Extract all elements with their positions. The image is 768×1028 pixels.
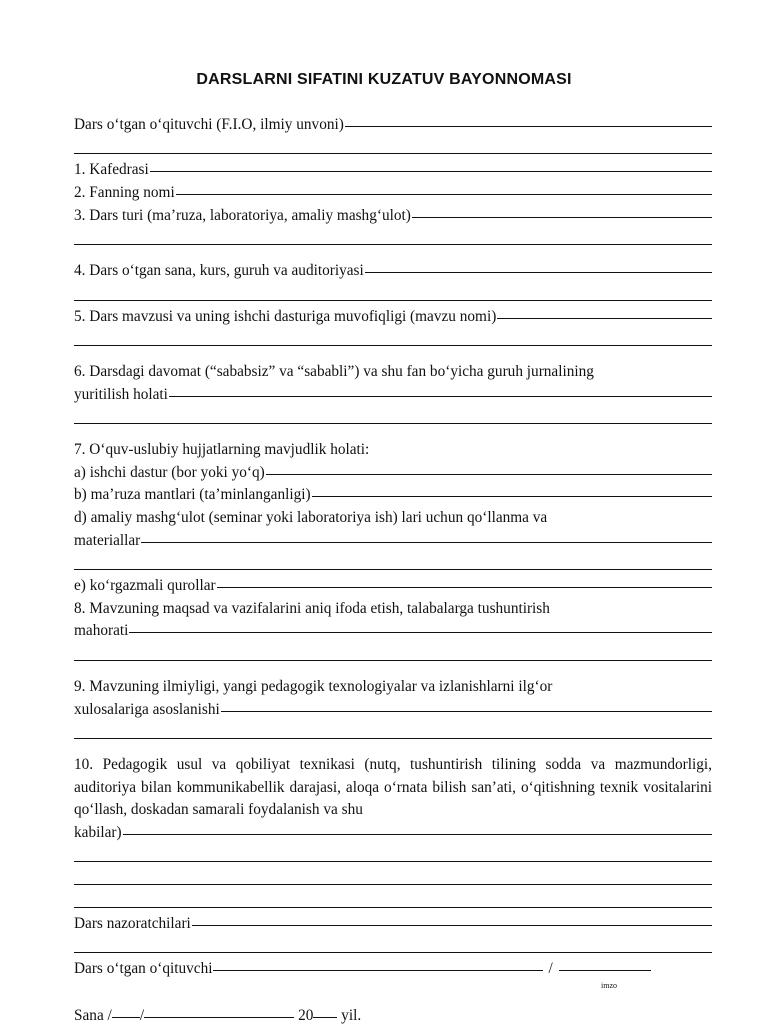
docs-heading-text: 7. O‘quv-uslubiy hujjatlarning mavjudlik holati: [74, 440, 370, 458]
materials-field[interactable] [74, 530, 712, 553]
date-course-label: 4. Dars o‘tgan sana, kurs, guruh va auditoriyasi [74, 262, 364, 280]
teacher-sign-label: Dars o‘tgan o‘qituvchi [74, 960, 213, 978]
fill-line[interactable] [176, 194, 712, 195]
month-field[interactable] [144, 1017, 294, 1018]
date-prefix: Sana / [74, 1006, 112, 1024]
blank-line[interactable] [74, 328, 712, 351]
form-body [74, 114, 712, 1028]
fill-line[interactable] [141, 542, 712, 543]
pedagogy-text: 10. Pedagogik usul va qobiliyat texnikasi (nutq, tushuntirish tilining sodda va mazmundorligi, auditoriya bilan kommunikabellik darajasi, aloqa o‘rnata bilish san’ati, o‘qitishning texnik vositalarini qo‘llash, doskadan samarali foydalanish va shu [74, 755, 712, 819]
signature-caption: imzo [601, 980, 617, 990]
blank-line[interactable] [74, 552, 712, 575]
date-slash: / [139, 1006, 145, 1024]
day-field[interactable] [112, 1017, 140, 1018]
scientific-text: 9. Mavzuning ilmiyligi, yangi pedagogik texnologiyalar va izlanishlarni ilg‘or [74, 677, 553, 695]
fill-line[interactable] [150, 171, 712, 172]
separator-slash: / [548, 960, 553, 978]
pedagogy-field[interactable] [74, 822, 712, 845]
year-suffix: yil. [337, 1006, 362, 1024]
fill-line[interactable] [169, 396, 712, 397]
teacher-name-line[interactable] [213, 970, 543, 971]
blank-line[interactable] [74, 283, 712, 306]
year-field[interactable] [313, 1017, 337, 1018]
signature-line[interactable] [559, 970, 651, 971]
conclusions-field[interactable] [74, 699, 712, 722]
fill-line[interactable] [192, 925, 712, 926]
form-title: DARSLARNI SIFATINI KUZATUV BAYONNOMASI [196, 71, 572, 88]
fill-line[interactable] [312, 496, 712, 497]
fill-line[interactable] [345, 126, 712, 127]
year-prefix: 20 [298, 1006, 314, 1024]
controllers-field[interactable] [74, 913, 712, 936]
fill-line[interactable] [217, 587, 712, 588]
fill-line[interactable] [412, 217, 712, 218]
department-label: 1. Kafedrasi [74, 161, 149, 179]
attendance-field[interactable] [74, 384, 712, 407]
fill-line[interactable] [123, 834, 712, 835]
skill-field[interactable] [74, 620, 712, 643]
conclusions-label: xulosalariga asoslanishi [74, 700, 220, 718]
blank-line[interactable] [74, 890, 712, 913]
blank-line[interactable] [74, 227, 712, 250]
blank-line[interactable] [74, 935, 712, 958]
controllers-label: Dars nazoratchilari [74, 914, 191, 932]
practical-text: d) amaliy mashg‘ulot (seminar yoki laboratoriya ish) lari uchun qo‘llanma va [74, 509, 548, 526]
teacher-field[interactable] [74, 114, 712, 137]
subject-label: 2. Fanning nomi [74, 184, 175, 202]
goals-text: 8. Mavzuning maqsad va vazifalarini aniq ifoda etish, talabalarga tushuntirish [74, 599, 550, 617]
blank-line[interactable] [74, 721, 712, 744]
topic-label: 5. Dars mavzusi va uning ishchi dasturiga muvofiqligi (mavzu nomi) [74, 307, 497, 325]
topic-field[interactable] [74, 306, 712, 329]
fill-line[interactable] [266, 474, 712, 475]
fill-line[interactable] [365, 272, 712, 273]
attendance-text: 6. Darsdagi davomat (“sababsiz” va “sababli”) va shu fan bo‘yicha guruh jurnalining [74, 362, 594, 380]
lecture-notes-label: b) ma’ruza mantlari (ta’minlanganligi) [74, 486, 311, 504]
visual-aids-label: e) ko‘rgazmali qurollar [74, 577, 216, 595]
materials-label: materiallar [74, 531, 141, 549]
blank-line[interactable] [74, 643, 712, 666]
skill-label: mahorati [74, 622, 129, 640]
blank-line[interactable] [74, 867, 712, 890]
work-program-field[interactable] [74, 462, 712, 485]
attendance-label: yuritilish holati [74, 385, 168, 403]
lesson-type-field[interactable] [74, 205, 712, 228]
pedagogy-label: kabilar) [74, 823, 122, 841]
blank-line[interactable] [74, 406, 712, 429]
date-course-field[interactable] [74, 260, 712, 283]
lecture-notes-field[interactable] [74, 484, 712, 507]
teacher-label: Dars o‘tgan o‘qituvchi (F.I.O, ilmiy unvoni) [74, 116, 344, 133]
subject-field[interactable] [74, 182, 712, 205]
work-program-label: a) ishchi dastur (bor yoki yo‘q) [74, 463, 265, 481]
visual-aids-field[interactable] [74, 575, 712, 598]
fill-line[interactable] [221, 711, 712, 712]
date-row [74, 1005, 712, 1028]
docs-heading [74, 439, 712, 462]
blank-line[interactable] [74, 845, 712, 868]
blank-line[interactable] [74, 137, 712, 160]
fill-line[interactable] [497, 318, 712, 319]
fill-line[interactable] [129, 632, 712, 633]
department-field[interactable] [74, 159, 712, 182]
lesson-type-label: 3. Dars turi (ma’ruza, laboratoriya, amaliy mashg‘ulot) [74, 206, 411, 224]
